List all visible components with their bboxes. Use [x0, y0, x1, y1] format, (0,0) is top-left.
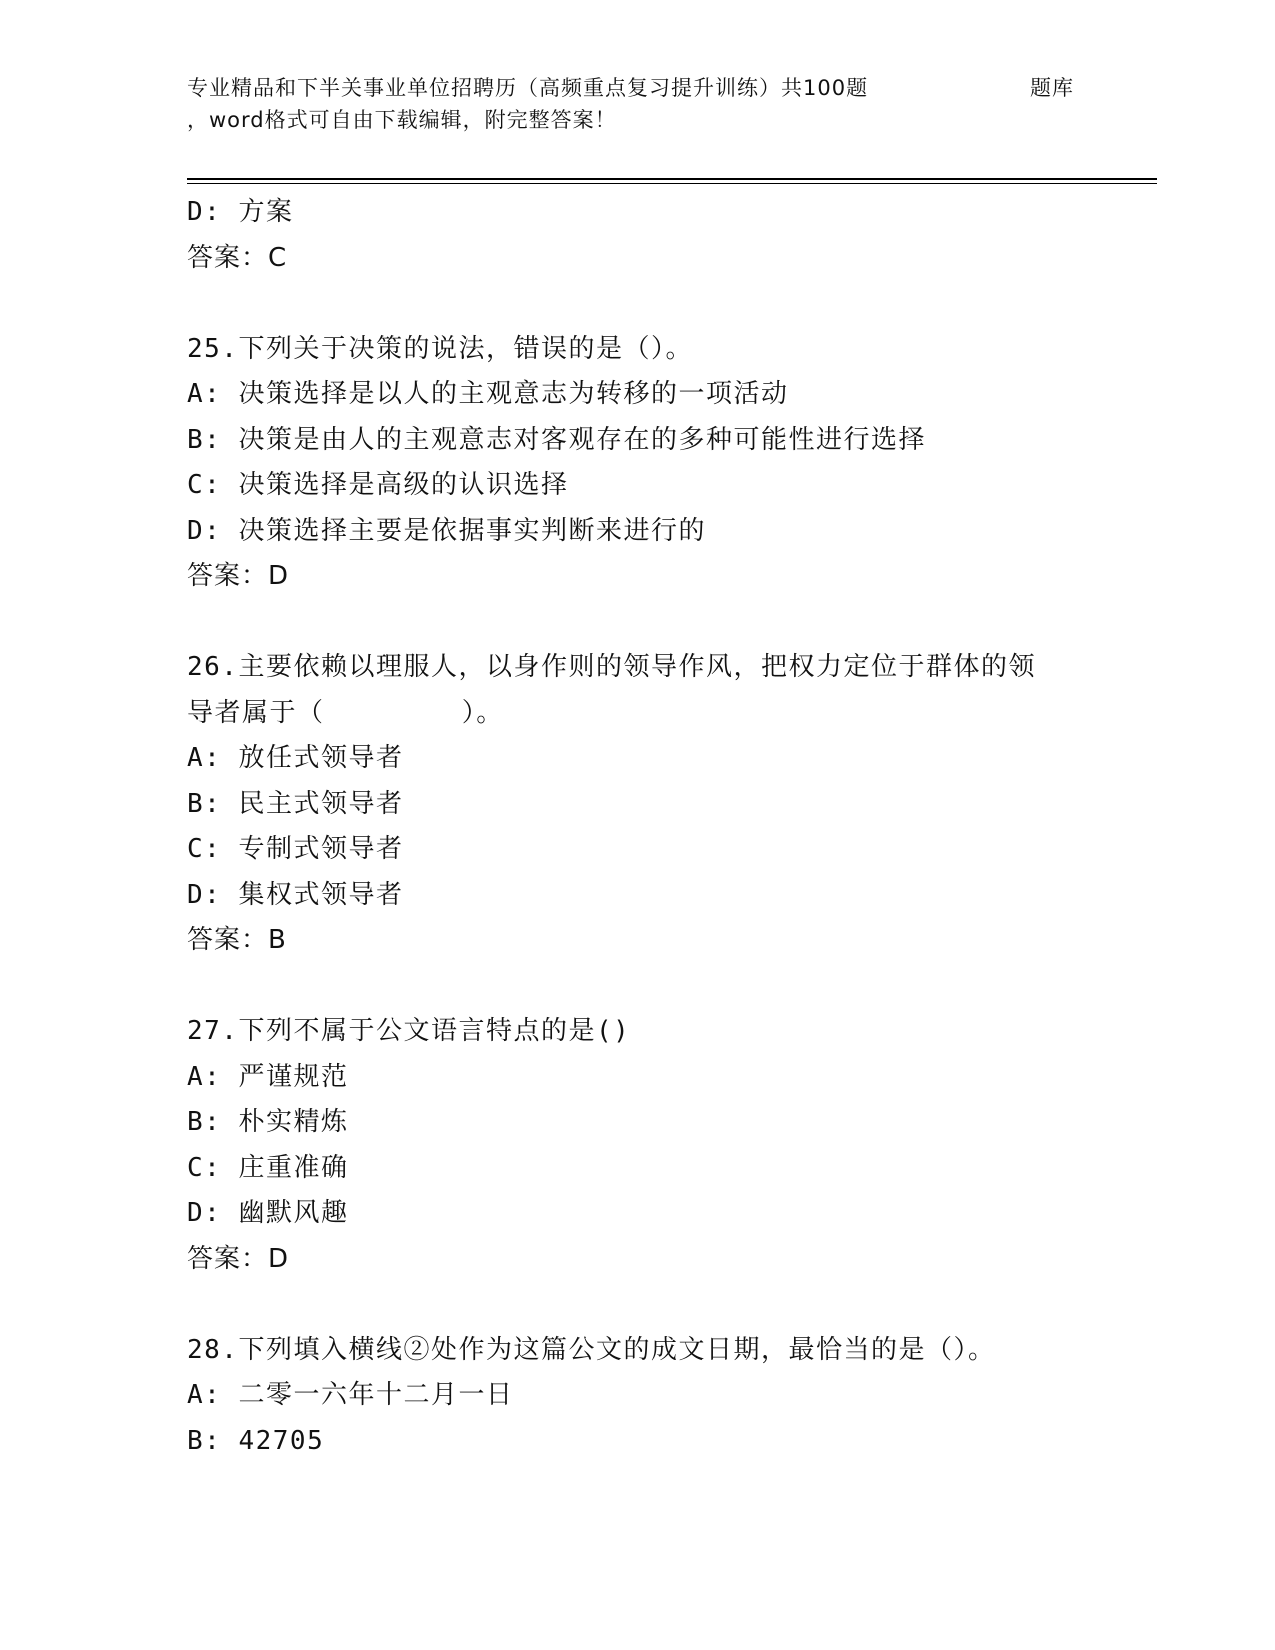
- question-stem: 27.下列不属于公文语言特点的是(): [187, 1016, 631, 1046]
- document-body: [187, 190, 1147, 1464]
- answer-line: 答案：D: [187, 1243, 290, 1274]
- option-a: A: 二零一六年十二月一日: [187, 1380, 514, 1410]
- option-c: C: 庄重准确: [187, 1152, 349, 1183]
- question-stem: 25.下列关于决策的说法，错误的是（）。: [187, 333, 693, 364]
- header-subtitle: ，word格式可自由下载编辑，附完整答案！: [187, 108, 617, 132]
- option-c: C: 专制式领导者: [187, 834, 404, 864]
- option-a: A: 严谨规范: [187, 1061, 349, 1092]
- option-d: D: 方案: [187, 197, 294, 227]
- option-b: B: 朴实精炼: [187, 1107, 349, 1137]
- option-b: B: 决策是由人的主观意志对客观存在的多种可能性进行选择: [187, 424, 926, 455]
- header-rule-thin: [187, 183, 1157, 184]
- spacer: [187, 600, 1147, 646]
- option-d: D: 幽默风趣: [187, 1198, 349, 1228]
- answer-line: 答案：D: [187, 561, 290, 591]
- spacer: [187, 964, 1147, 1010]
- spacer: [187, 281, 1147, 327]
- spacer: [187, 1282, 1147, 1328]
- option-b: B: 民主式领导者: [187, 788, 404, 819]
- question-28: [187, 1328, 1147, 1465]
- option-b: B: 42705: [187, 1425, 325, 1456]
- option-c: C: 决策选择是高级的认识选择: [187, 470, 569, 500]
- question-24-partial: [187, 190, 1147, 281]
- page-header: [187, 72, 1167, 136]
- option-d: D: 集权式领导者: [187, 879, 404, 910]
- answer-line: 答案：C: [187, 242, 288, 273]
- option-a: A: 决策选择是以人的主观意志为转移的一项活动: [187, 379, 789, 409]
- question-27: [187, 1009, 1147, 1282]
- header-title-line: [187, 72, 1167, 104]
- header-tag: 题库: [1030, 76, 1074, 100]
- header-rule-thick: [187, 178, 1157, 180]
- question-26: [187, 645, 1147, 964]
- answer-line: 答案：B: [187, 925, 287, 955]
- question-25: [187, 327, 1147, 600]
- option-a: A: 放任式领导者: [187, 743, 404, 773]
- option-d: D: 决策选择主要是依据事实判断来进行的: [187, 515, 706, 546]
- header-title: 专业精品和下半关事业单位招聘历（高频重点复习提升训练）共100题: [187, 76, 869, 100]
- question-stem: 28.下列填入横线②处作为这篇公文的成文日期，最恰当的是（）。: [187, 1334, 996, 1365]
- question-stem-line2: 导者属于（ ）。: [187, 697, 504, 728]
- question-stem-line1: 26.主要依赖以理服人，以身作则的领导作风，把权力定位于群体的领: [187, 652, 1036, 682]
